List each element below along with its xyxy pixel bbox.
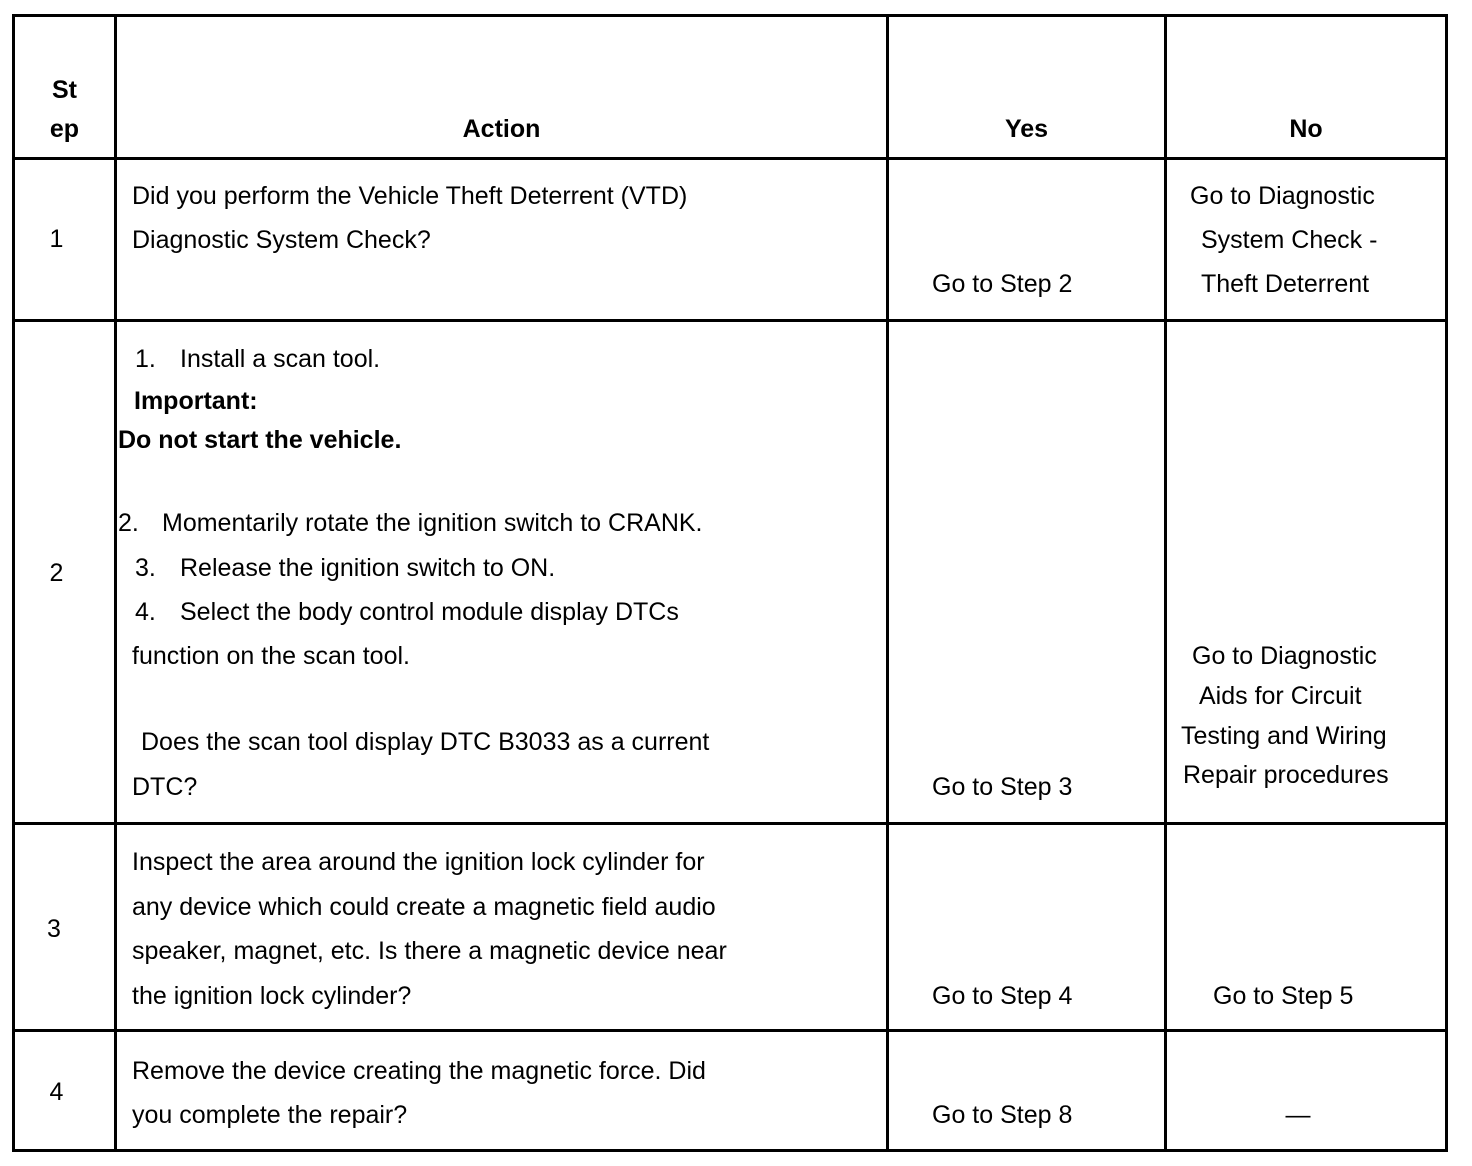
list-number: 2. — [118, 509, 139, 537]
list-number: 3. — [135, 554, 156, 582]
important-text: Do not start the vehicle. — [118, 426, 402, 454]
table-border-right — [1445, 14, 1448, 1152]
header-action: Action — [462, 115, 541, 143]
row-divider-2 — [12, 822, 1448, 825]
action-text: Select the body control module display DTCs — [180, 598, 679, 626]
row-divider-3 — [12, 1029, 1448, 1032]
action-text: Install a scan tool. — [180, 345, 381, 373]
yes-result: Go to Step 2 — [932, 270, 1073, 298]
step-number: 1 — [49, 225, 64, 253]
action-text: Momentarily rotate the ignition switch to CRANK. — [162, 509, 703, 537]
column-divider-step — [114, 14, 117, 1152]
no-result: Testing and Wiring — [1181, 722, 1387, 750]
table-border-top — [12, 14, 1448, 17]
header-step-line2: ep — [49, 115, 80, 143]
no-result: Go to Step 5 — [1213, 982, 1354, 1010]
important-label: Important: — [134, 387, 258, 415]
no-result: — — [1285, 1101, 1311, 1129]
header-step-line1: St — [52, 76, 77, 104]
list-number: 1. — [135, 345, 156, 373]
action-text: function on the scan tool. — [132, 642, 410, 670]
yes-result: Go to Step 3 — [932, 773, 1073, 801]
row-divider-1 — [12, 319, 1448, 322]
yes-result: Go to Step 8 — [932, 1101, 1073, 1129]
header-yes: Yes — [1004, 115, 1049, 143]
no-result: Go to Diagnostic — [1190, 182, 1375, 210]
step-number: 2 — [49, 559, 64, 587]
table-border-bottom — [12, 1149, 1448, 1152]
action-text: speaker, magnet, etc. Is there a magnetic device near — [132, 937, 727, 965]
action-text: Did you perform the Vehicle Theft Deterrent (VTD) — [132, 182, 688, 210]
action-text: Release the ignition switch to ON. — [180, 554, 556, 582]
row-divider-header — [12, 157, 1448, 160]
column-divider-yes — [1164, 14, 1167, 1152]
question-text: Does the scan tool display DTC B3033 as a current — [141, 728, 710, 756]
no-result: Theft Deterrent — [1201, 270, 1370, 298]
step-number: 4 — [49, 1078, 64, 1106]
step-number: 3 — [47, 915, 61, 943]
no-result: Aids for Circuit — [1199, 682, 1362, 710]
column-divider-action — [886, 14, 889, 1152]
no-result: Repair procedures — [1183, 761, 1389, 789]
action-text: Inspect the area around the ignition lock cylinder for — [132, 848, 705, 876]
header-no: No — [1289, 115, 1323, 143]
action-text: the ignition lock cylinder? — [132, 982, 412, 1010]
action-text: Diagnostic System Check? — [132, 226, 431, 254]
question-text: DTC? — [132, 773, 198, 801]
action-text: any device which could create a magnetic field audio — [132, 893, 716, 921]
action-text: you complete the repair? — [132, 1101, 408, 1129]
list-number: 4. — [135, 598, 156, 626]
no-result: System Check - — [1201, 226, 1378, 254]
yes-result: Go to Step 4 — [932, 982, 1073, 1010]
no-result: Go to Diagnostic — [1192, 642, 1377, 670]
action-text: Remove the device creating the magnetic force. Did — [132, 1057, 706, 1085]
